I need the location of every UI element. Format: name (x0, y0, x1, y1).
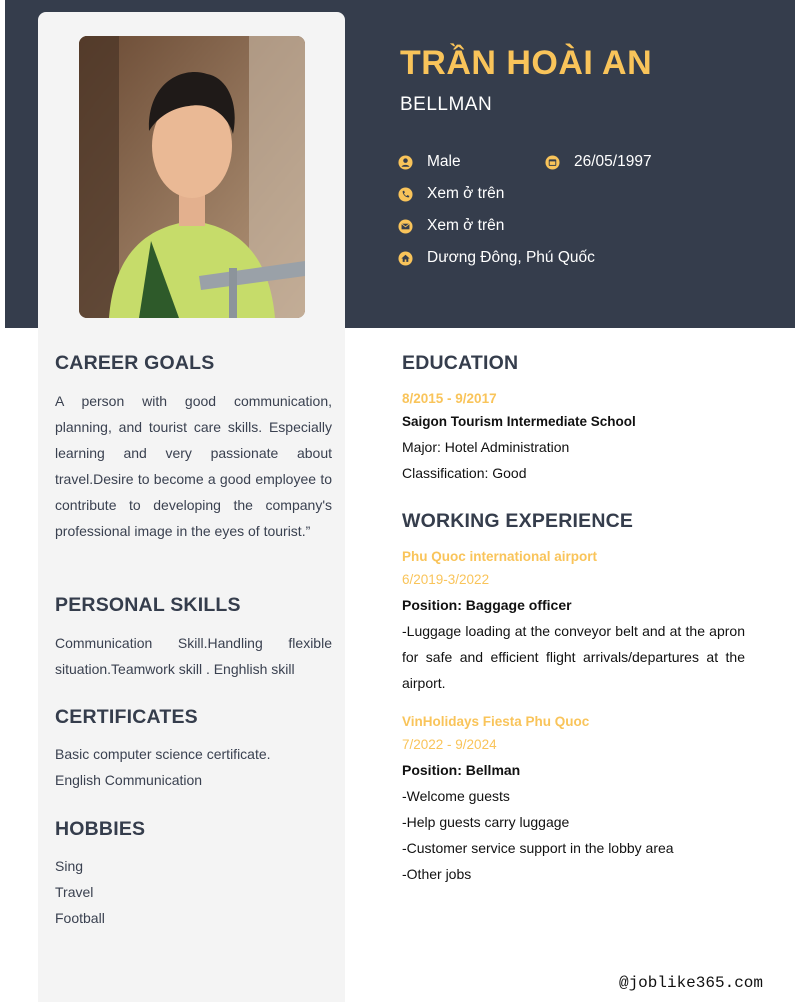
career-goals-text: A person with good communication, planning, and tourist care skills. Especially learning and very passionate about travel.Desire to become a good employee to contribute to developing the company's professional image in the eyes of tourist.” (55, 393, 332, 539)
hobby-item: Sing (55, 858, 84, 874)
calendar-icon (545, 155, 560, 170)
birthdate-value: 26/05/1997 (574, 153, 652, 170)
certificate-item: Basic computer science certificate. (55, 746, 271, 762)
education-major: Major: Hotel Administration (402, 439, 570, 455)
personal-skills-text: Communication Skill.Handling flexible situation.Teamwork skill . Enghlish skill (55, 635, 332, 677)
envelope-icon (398, 219, 413, 234)
education-heading: EDUCATION (402, 352, 519, 374)
hobby-item: Football (55, 910, 105, 926)
email-value: Xem ở trên (427, 217, 505, 234)
education-period: 8/2015 - 9/2017 (402, 391, 497, 406)
home-icon (398, 251, 413, 266)
certificates-heading: CERTIFICATES (55, 706, 198, 728)
job-position: Position: Baggage officer (402, 597, 572, 613)
experience-heading: WORKING EXPERIENCE (402, 510, 634, 532)
job-company: VinHolidays Fiesta Phu Quoc (402, 714, 590, 729)
user-icon (398, 155, 413, 170)
hobbies-heading: HOBBIES (55, 818, 146, 840)
career-goals-heading: CAREER GOALS (55, 352, 215, 374)
address-value: Dương Đông, Phú Quốc (427, 249, 595, 266)
job-task: -Other jobs (402, 866, 472, 882)
job-company: Phu Quoc international airport (402, 549, 598, 564)
education-school: Saigon Tourism Intermediate School (402, 414, 636, 429)
hobby-item: Travel (55, 884, 94, 900)
phone-row (398, 185, 504, 203)
certificate-item: English Communication (55, 772, 203, 788)
job-period: 7/2022 - 9/2024 (402, 737, 497, 752)
candidate-name: TRẦN HOÀI AN (400, 44, 653, 82)
job-description: -Luggage loading at the conveyor belt and at the apron for safe and efficient flight arrivals/departures at the airport. (402, 623, 745, 691)
address-row (398, 249, 595, 267)
profile-photo (79, 36, 305, 318)
education-classification: Classification: Good (402, 465, 527, 481)
gender-row (398, 153, 461, 171)
job-task: -Help guests carry luggage (402, 814, 570, 830)
job-task: -Welcome guests (402, 788, 510, 804)
birthdate-row (545, 153, 652, 171)
job-period: 6/2019-3/2022 (402, 572, 490, 587)
job-task: -Customer service support in the lobby area (402, 840, 674, 856)
gender-value: Male (427, 153, 461, 170)
phone-value: Xem ở trên (427, 185, 505, 202)
email-row (398, 217, 504, 235)
watermark: @joblike365.com (618, 974, 763, 992)
job-title: BELLMAN (400, 94, 493, 115)
job-position: Position: Bellman (402, 762, 521, 778)
personal-skills-heading: PERSONAL SKILLS (55, 594, 241, 616)
phone-icon (398, 187, 413, 202)
